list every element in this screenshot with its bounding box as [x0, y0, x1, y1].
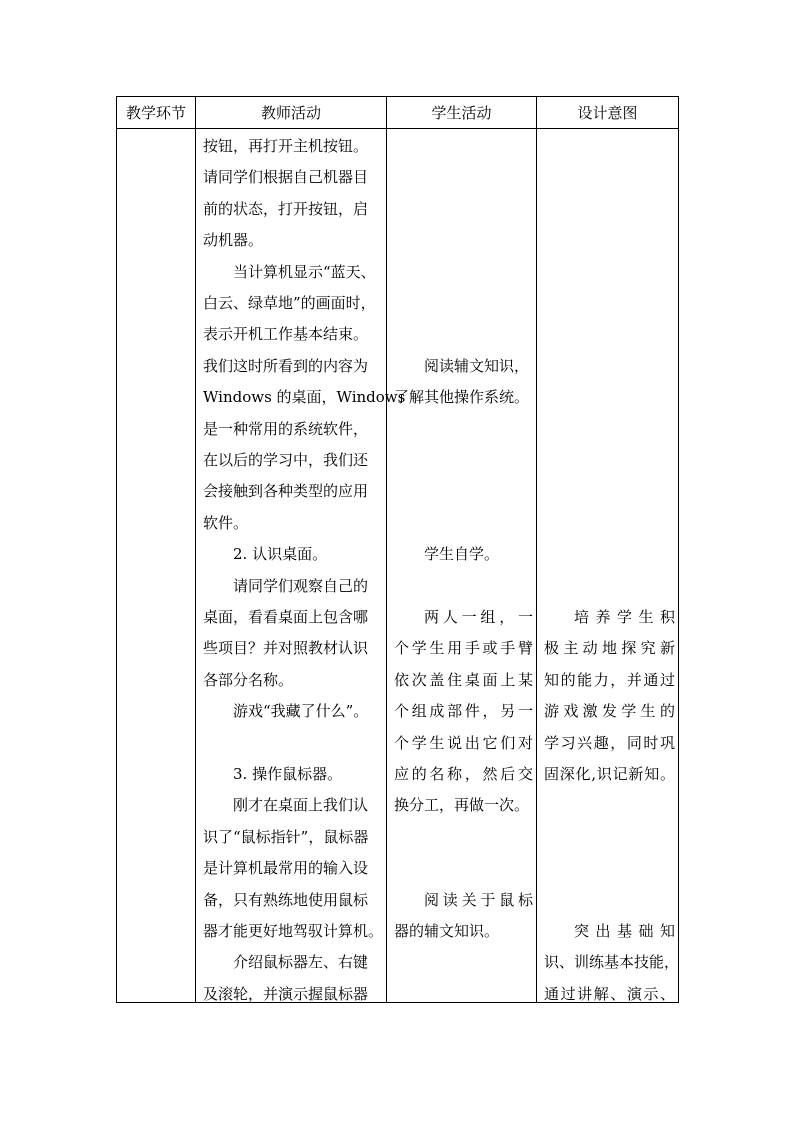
design-intent-line: 固深化,识记新知。	[544, 765, 675, 783]
teacher-activity-line: 动机器。	[203, 231, 264, 250]
student-activity-line: 个组成部件，另一	[394, 702, 533, 721]
student-activity-line: 应的名称，然后交	[394, 765, 533, 783]
design-intent-line: 游戏激发学生的	[544, 702, 675, 721]
student-activity-line: 依次盖住桌面上某	[394, 670, 533, 689]
design-intent-line: 学习兴趣，同时巩	[544, 733, 675, 752]
design-intent-line: 培养学生积	[574, 608, 675, 626]
header-teacher-activity: 教师活动	[196, 97, 387, 129]
design-intent-cell	[537, 129, 679, 1003]
header-student-activity: 学生活动	[387, 97, 537, 129]
student-activity-line: 个学生用手或手臂	[394, 639, 533, 658]
teacher-activity-line: 桌面，看看桌面上包含哪	[203, 608, 369, 626]
header-teaching-stage: 教学环节	[117, 97, 196, 129]
teacher-activity-line: 3. 操作鼠标器。	[233, 765, 343, 783]
design-intent-line: 通过讲解、演示、	[544, 984, 675, 1003]
teacher-activity-line: 2. 认识桌面。	[233, 545, 328, 564]
teacher-activity-cell	[196, 129, 406, 1003]
student-activity-line: 两人一组，一	[424, 608, 533, 626]
design-intent-line: 识、训练基本技能，	[544, 953, 680, 972]
student-activity-cell	[387, 129, 537, 1003]
teacher-activity-line: 备，只有熟练地使用鼠标	[203, 890, 369, 909]
teacher-activity-line: 识了“鼠标指针”，鼠标器	[203, 827, 369, 846]
header-row	[117, 97, 679, 129]
teacher-activity-line: 前的状态，打开按钮，启	[203, 199, 369, 218]
teacher-activity-line: 按钮，再打开主机按钮。	[203, 137, 369, 155]
lesson-plan-table	[116, 96, 679, 1003]
teacher-activity-line: 介绍鼠标器左、右键	[233, 953, 369, 972]
teacher-activity-line: 在以后的学习中，我们还	[203, 451, 369, 469]
teacher-activity-line: 会接触到各种类型的应用	[203, 482, 369, 501]
teacher-activity-line: 器才能更好地驾驭计算机。	[203, 922, 384, 940]
teacher-activity-line: 及滚轮，并演示握鼠标器	[203, 984, 369, 1003]
design-intent-line: 极主动地探究新	[544, 639, 675, 658]
teacher-activity-line: 刚才在桌面上我们认	[233, 796, 369, 815]
teacher-activity-line: 请同学们观察自己的	[233, 576, 369, 595]
teaching-stage-cell	[117, 129, 196, 1003]
student-activity-line: 器的辅文知识。	[394, 922, 500, 940]
header-design-intent: 设计意图	[537, 97, 679, 129]
teacher-activity-line: Windows 的桌面，Windows	[203, 388, 406, 407]
teacher-activity-line: 各部分名称。	[203, 670, 294, 689]
teacher-activity-line: 白云、绿草地”的画面时，	[203, 294, 376, 312]
teacher-activity-line: 是计算机最常用的输入设	[203, 859, 369, 878]
content-row	[117, 129, 679, 1003]
design-intent-line: 突出基础知	[574, 922, 675, 940]
teacher-activity-line: 是一种常用的系统软件，	[203, 419, 369, 438]
student-activity-line: 了解其他操作系统。	[394, 388, 530, 407]
student-activity-line: 阅读关于鼠标	[424, 890, 533, 909]
teacher-activity-line: 请同学们根据自己机器目	[203, 168, 369, 187]
student-activity-line: 阅读辅文知识，	[424, 356, 530, 375]
teacher-activity-line: 些项目？并对照教材认识	[203, 639, 369, 658]
teacher-activity-line: 软件。	[203, 513, 249, 532]
student-activity-line: 学生自学。	[424, 545, 500, 564]
teacher-activity-line: 当计算机显示“蓝天、	[233, 262, 376, 281]
design-intent-line: 知的能力，并通过	[544, 670, 675, 689]
teacher-activity-line: 我们这时所看到的内容为	[203, 356, 369, 375]
teacher-activity-line: 表示开机工作基本结束。	[203, 325, 369, 344]
student-activity-line: 换分工，再做一次。	[394, 796, 530, 815]
student-activity-line: 个学生说出它们对	[394, 733, 533, 752]
teacher-activity-line: 游戏“我藏了什么”。	[233, 702, 369, 721]
